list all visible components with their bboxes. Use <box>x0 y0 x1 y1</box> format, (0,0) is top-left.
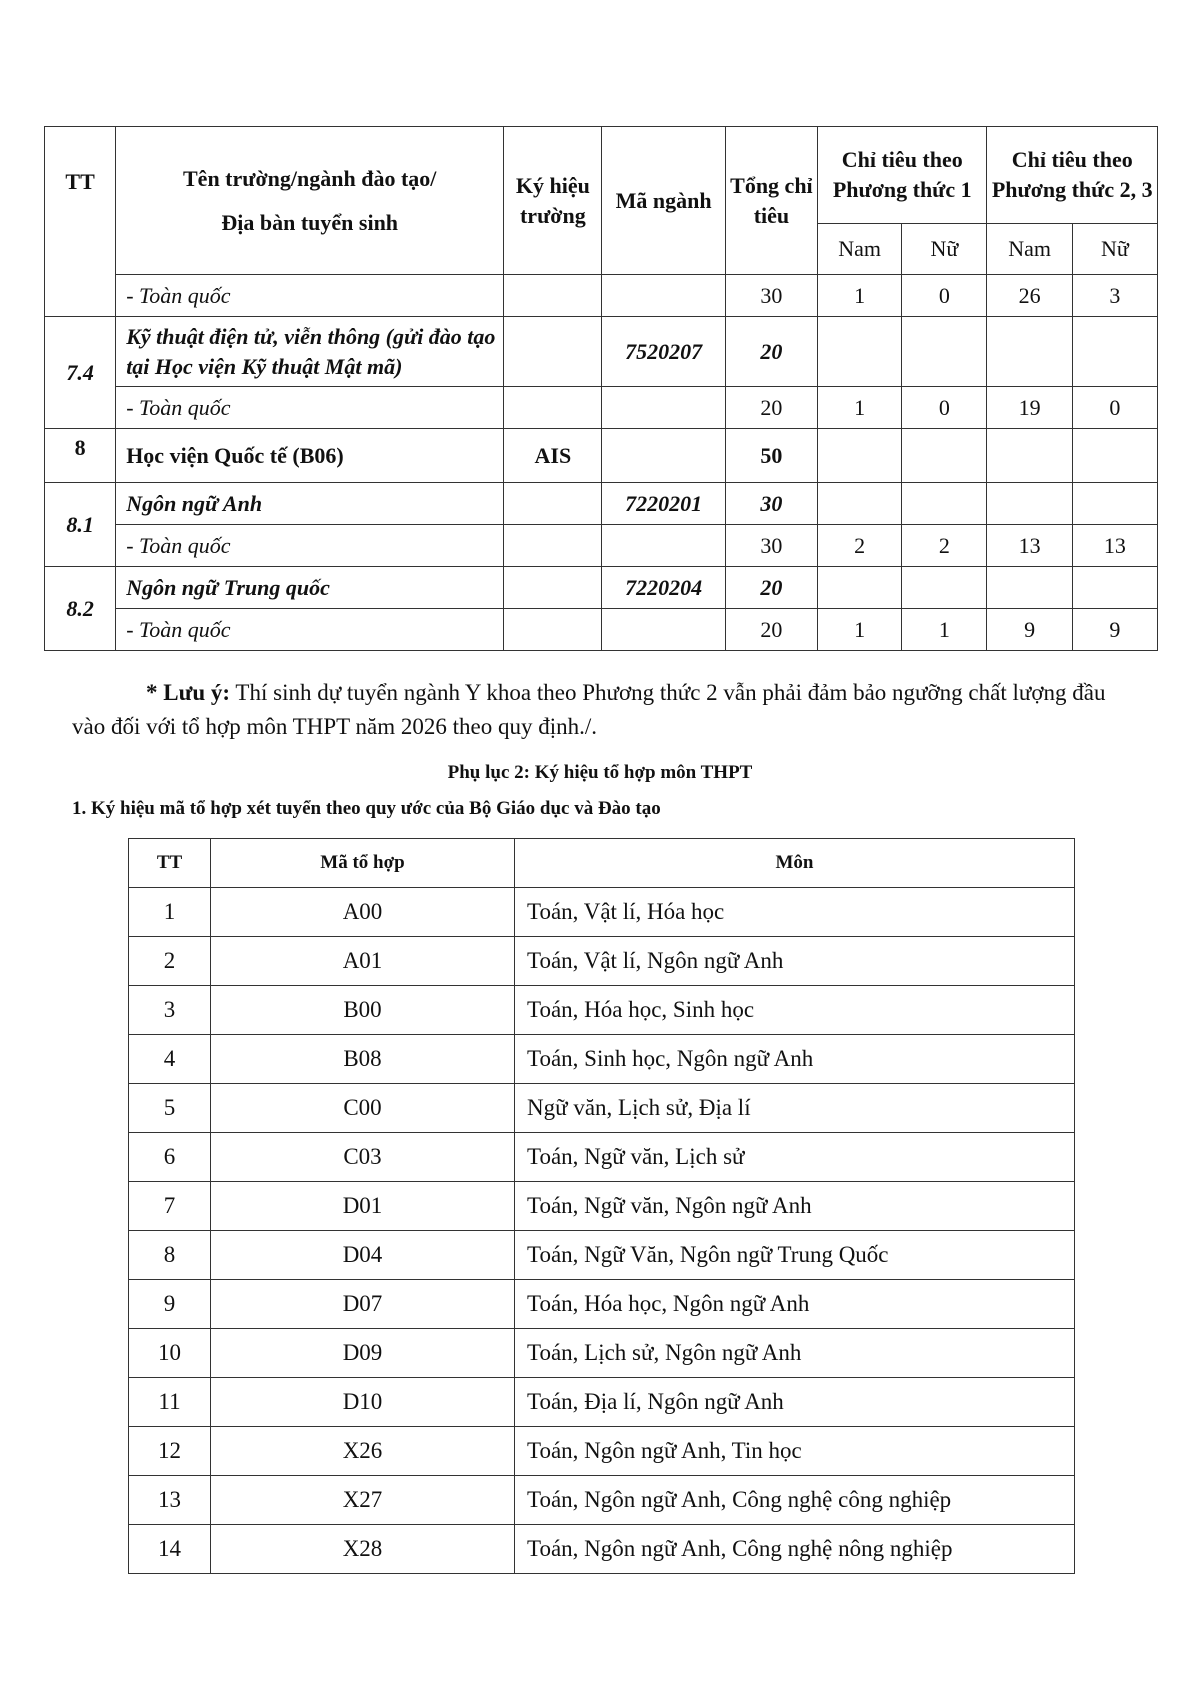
row-pt23-nu: 0 <box>1072 387 1157 429</box>
row-mon: Toán, Ngữ văn, Ngôn ngữ Anh <box>515 1182 1075 1231</box>
row-pt23-nu: 13 <box>1072 525 1157 567</box>
appendix-title: Phụ lục 2: Ký hiệu tổ hợp môn THPT <box>447 762 753 783</box>
row-pt23-nam: 19 <box>987 387 1072 429</box>
row-mon: Toán, Địa lí, Ngôn ngữ Anh <box>515 1378 1075 1427</box>
row-mon: Toán, Ngữ văn, Lịch sử <box>515 1133 1075 1182</box>
row-tong: 20 <box>725 609 817 651</box>
row-tt: 7 <box>129 1182 211 1231</box>
table-row <box>45 275 1158 317</box>
row-pt1-nu: 0 <box>902 275 987 317</box>
row-pt1-nu: 1 <box>902 609 987 651</box>
header-pt23-nu: Nữ <box>1072 224 1157 275</box>
row-ky-hieu <box>504 609 602 651</box>
row-tt: 8.1 <box>45 483 116 567</box>
row-pt1-nu <box>902 483 987 525</box>
row-pt1-nam <box>818 317 902 387</box>
header-pt1: Chỉ tiêu theo Phương thức 1 <box>818 127 987 224</box>
table-row <box>45 567 1158 609</box>
header-tong: Tổng chỉ tiêu <box>725 127 817 275</box>
row-ky-hieu <box>504 525 602 567</box>
row-tong: 30 <box>725 275 817 317</box>
table-row <box>129 1476 1075 1525</box>
section-title: 1. Ký hiệu mã tổ hợp xét tuyển theo quy ước của Bộ Giáo dục và Đào tạo <box>72 798 661 819</box>
row-ma-nganh: 7220201 <box>602 483 725 525</box>
row-name: Ngôn ngữ Anh <box>116 483 504 525</box>
row-pt23-nu: 9 <box>1072 609 1157 651</box>
row-pt1-nam: 1 <box>818 387 902 429</box>
row-tt: 1 <box>129 888 211 937</box>
row-tt: 6 <box>129 1133 211 1182</box>
row-ky-hieu <box>504 567 602 609</box>
row-ma-to-hop: A01 <box>211 937 515 986</box>
header-ma-to-hop: Mã tổ hợp <box>211 839 515 888</box>
row-pt1-nu <box>902 317 987 387</box>
row-pt23-nam <box>987 567 1072 609</box>
row-tong: 20 <box>725 387 817 429</box>
row-mon: Ngữ văn, Lịch sử, Địa lí <box>515 1084 1075 1133</box>
row-tt: 2 <box>129 937 211 986</box>
row-ma-to-hop: D09 <box>211 1329 515 1378</box>
row-ma-to-hop: X26 <box>211 1427 515 1476</box>
row-tong: 20 <box>725 317 817 387</box>
row-name: Ngôn ngữ Trung quốc <box>116 567 504 609</box>
table-row <box>129 1329 1075 1378</box>
row-mon: Toán, Hóa học, Sinh học <box>515 986 1075 1035</box>
table-row <box>129 1525 1075 1574</box>
row-mon: Toán, Sinh học, Ngôn ngữ Anh <box>515 1035 1075 1084</box>
row-pt1-nam <box>818 429 902 483</box>
row-tt: 3 <box>129 986 211 1035</box>
table-row <box>129 1133 1075 1182</box>
combination-table <box>128 838 1075 1574</box>
row-tt: 5 <box>129 1084 211 1133</box>
table-row <box>45 525 1158 567</box>
row-name: - Toàn quốc <box>116 275 504 317</box>
table-row <box>129 1035 1075 1084</box>
row-ma-to-hop: D04 <box>211 1231 515 1280</box>
row-tt: 14 <box>129 1525 211 1574</box>
row-tt: 8.2 <box>45 567 116 651</box>
row-ma-nganh <box>602 275 725 317</box>
row-pt23-nu <box>1072 483 1157 525</box>
row-ma-nganh <box>602 609 725 651</box>
table-row <box>129 1231 1075 1280</box>
row-pt23-nam <box>987 483 1072 525</box>
row-name: - Toàn quốc <box>116 609 504 651</box>
row-tong: 20 <box>725 567 817 609</box>
note-paragraph <box>72 676 1132 744</box>
row-ma-to-hop: B00 <box>211 986 515 1035</box>
row-mon: Toán, Vật lí, Hóa học <box>515 888 1075 937</box>
row-ma-to-hop: X28 <box>211 1525 515 1574</box>
table-row <box>129 1280 1075 1329</box>
table-row <box>129 986 1075 1035</box>
row-pt1-nu: 0 <box>902 387 987 429</box>
row-pt23-nam: 9 <box>987 609 1072 651</box>
row-pt1-nam <box>818 567 902 609</box>
row-ma-nganh <box>602 525 725 567</box>
row-mon: Toán, Ngữ Văn, Ngôn ngữ Trung Quốc <box>515 1231 1075 1280</box>
row-pt1-nu <box>902 567 987 609</box>
table-row <box>45 317 1158 387</box>
row-mon: Toán, Lịch sử, Ngôn ngữ Anh <box>515 1329 1075 1378</box>
row-pt1-nam: 1 <box>818 275 902 317</box>
row-tong: 50 <box>725 429 817 483</box>
header-mon: Môn <box>515 839 1075 888</box>
row-ma-to-hop: D01 <box>211 1182 515 1231</box>
row-ma-nganh <box>602 387 725 429</box>
row-pt1-nu <box>902 429 987 483</box>
table-row <box>45 429 1158 483</box>
row-name: - Toàn quốc <box>116 387 504 429</box>
table-row <box>129 1378 1075 1427</box>
row-pt23-nu: 3 <box>1072 275 1157 317</box>
header-tt: TT <box>45 127 116 317</box>
row-pt23-nam: 13 <box>987 525 1072 567</box>
row-pt1-nu: 2 <box>902 525 987 567</box>
header-pt1-nu: Nữ <box>902 224 987 275</box>
row-ma-nganh: 7520207 <box>602 317 725 387</box>
table-row <box>129 1427 1075 1476</box>
row-tt: 10 <box>129 1329 211 1378</box>
row-pt23-nam <box>987 317 1072 387</box>
header-name: Tên trường/ngành đào tạo/ Địa bàn tuyển sinh <box>116 127 504 275</box>
row-tong: 30 <box>725 483 817 525</box>
row-ma-to-hop: C00 <box>211 1084 515 1133</box>
row-pt1-nam: 1 <box>818 609 902 651</box>
row-ma-to-hop: X27 <box>211 1476 515 1525</box>
row-mon: Toán, Ngôn ngữ Anh, Tin học <box>515 1427 1075 1476</box>
row-ma-to-hop: D07 <box>211 1280 515 1329</box>
row-mon: Toán, Ngôn ngữ Anh, Công nghệ công nghiệp <box>515 1476 1075 1525</box>
row-mon: Toán, Vật lí, Ngôn ngữ Anh <box>515 937 1075 986</box>
row-ma-to-hop: C03 <box>211 1133 515 1182</box>
header-pt1-nam: Nam <box>818 224 902 275</box>
table-row <box>45 483 1158 525</box>
table-row <box>129 888 1075 937</box>
row-ma-to-hop: A00 <box>211 888 515 937</box>
row-name: Kỹ thuật điện tử, viễn thông (gửi đào tạo tại Học viện Kỹ thuật Mật mã) <box>116 317 504 387</box>
row-ma-to-hop: D10 <box>211 1378 515 1427</box>
table-row <box>129 1084 1075 1133</box>
row-tt: 4 <box>129 1035 211 1084</box>
row-pt23-nu <box>1072 317 1157 387</box>
header-row <box>45 127 1158 224</box>
table-row <box>129 1182 1075 1231</box>
header-ky-hieu: Ký hiệu trường <box>504 127 602 275</box>
row-pt1-nam <box>818 483 902 525</box>
row-pt23-nam: 26 <box>987 275 1072 317</box>
row-tt: 12 <box>129 1427 211 1476</box>
header-pt23-nam: Nam <box>987 224 1072 275</box>
note-text: Thí sinh dự tuyển ngành Y khoa theo Phương thức 2 vẫn phải đảm bảo ngưỡng chất lượng đầu vào đối với tổ hợp môn THPT năm 2026 theo quy định./. <box>72 680 1106 739</box>
row-ky-hieu: AIS <box>504 429 602 483</box>
row-tt: 13 <box>129 1476 211 1525</box>
table-row <box>45 609 1158 651</box>
note-label: * Lưu ý: <box>146 680 231 705</box>
row-mon: Toán, Ngôn ngữ Anh, Công nghệ nông nghiệp <box>515 1525 1075 1574</box>
row-pt23-nu <box>1072 567 1157 609</box>
row-pt23-nu <box>1072 429 1157 483</box>
row-tong: 30 <box>725 525 817 567</box>
row-name: Học viện Quốc tế (B06) <box>116 429 504 483</box>
quota-table <box>44 126 1158 651</box>
row-tt: 8 <box>129 1231 211 1280</box>
row-tt: 8 <box>45 429 116 483</box>
row-tt: 7.4 <box>45 317 116 429</box>
row-tt: 11 <box>129 1378 211 1427</box>
row-ma-to-hop: B08 <box>211 1035 515 1084</box>
header-tt: TT <box>129 839 211 888</box>
row-pt1-nam: 2 <box>818 525 902 567</box>
header-row <box>129 839 1075 888</box>
row-ky-hieu <box>504 275 602 317</box>
row-ky-hieu <box>504 387 602 429</box>
row-mon: Toán, Hóa học, Ngôn ngữ Anh <box>515 1280 1075 1329</box>
table-row <box>45 387 1158 429</box>
row-pt23-nam <box>987 429 1072 483</box>
row-ky-hieu <box>504 317 602 387</box>
row-ky-hieu <box>504 483 602 525</box>
row-name: - Toàn quốc <box>116 525 504 567</box>
table-row <box>129 937 1075 986</box>
header-pt23: Chỉ tiêu theo Phương thức 2, 3 <box>987 127 1158 224</box>
row-ma-nganh: 7220204 <box>602 567 725 609</box>
row-tt: 9 <box>129 1280 211 1329</box>
row-ma-nganh <box>602 429 725 483</box>
header-ma-nganh: Mã ngành <box>602 127 725 275</box>
